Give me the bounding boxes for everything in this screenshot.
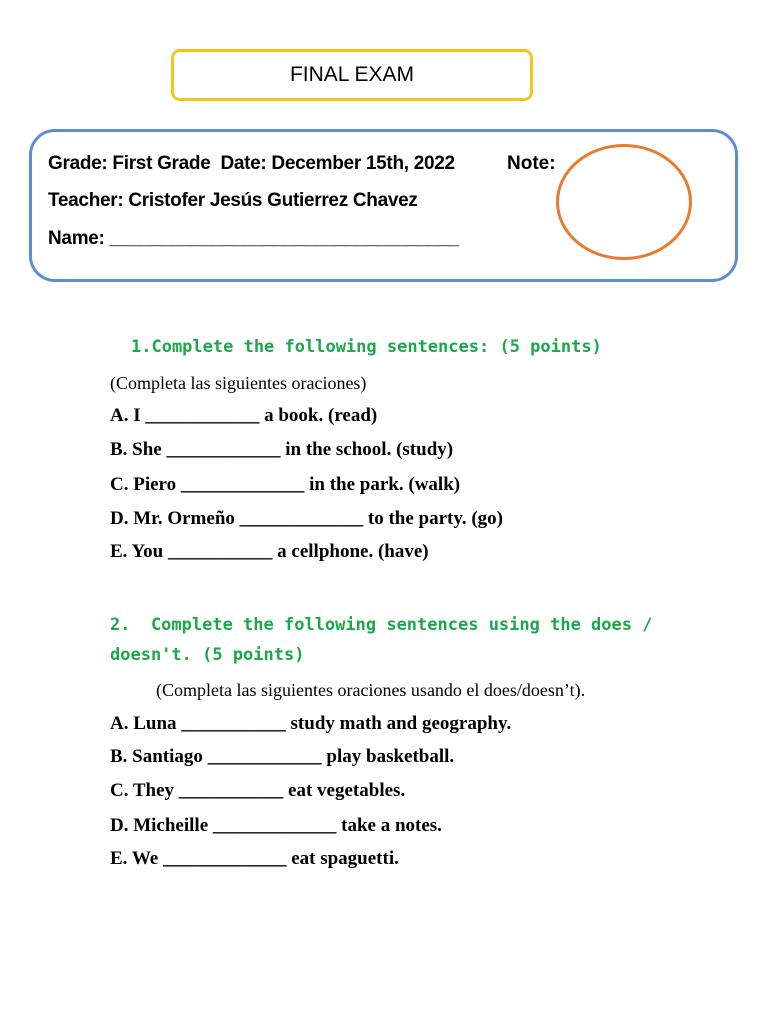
section2-item: C. They ___________ eat vegetables. [110, 780, 406, 801]
section1-item: A. I ____________ a book. (read) [110, 405, 378, 426]
section1-item: E. You ___________ a cellphone. (have) [110, 541, 429, 562]
name-line: Name: __________________________________ [48, 228, 459, 249]
section1-item: B. She ____________ in the school. (study) [110, 439, 454, 460]
section1-item: D. Mr. Ormeño _____________ to the party. (go) [110, 508, 503, 529]
section2-heading-line2: doesn't. (5 points) [110, 645, 305, 665]
section2-subtitle: (Completa las siguientes oraciones usando el does/doesn’t). [156, 680, 586, 700]
grade-date-line: Grade: First Grade Date: December 15th, 2022 [48, 153, 455, 174]
section1-item: C. Piero _____________ in the park. (walk) [110, 474, 461, 495]
section2-item: A. Luna ___________ study math and geography. [110, 713, 512, 734]
section1-subtitle: (Completa las siguientes oraciones) [110, 373, 367, 393]
teacher-line: Teacher: Cristofer Jesús Gutierrez Chavez [48, 190, 418, 211]
section2-item: E. We _____________ eat spaguetti. [110, 848, 399, 869]
grade-circle [556, 144, 692, 260]
exam-title: FINAL EXAM [289, 63, 415, 86]
exam-title-box [171, 49, 533, 101]
section1-heading: 1.Complete the following sentences: (5 points) [131, 337, 602, 357]
note-label: Note: [507, 153, 556, 174]
section2-item: D. Micheille _____________ take a notes. [110, 815, 442, 836]
section2-item: B. Santiago ____________ play basketball. [110, 746, 455, 767]
section2-heading-line1: 2. Complete the following sentences using the does / [110, 615, 653, 635]
